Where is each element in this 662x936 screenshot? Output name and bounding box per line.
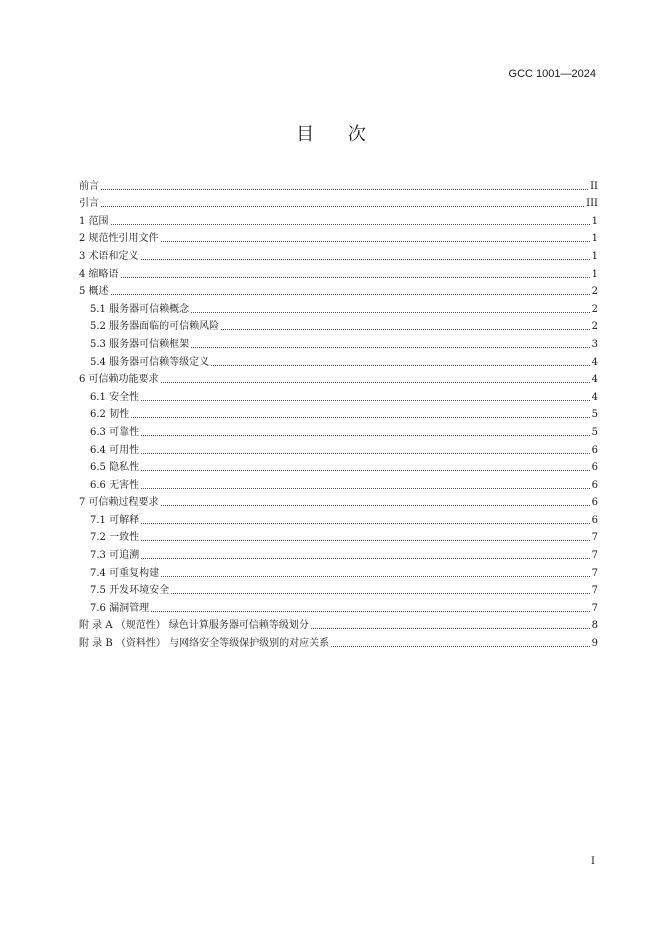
toc-entry[interactable] (79, 527, 598, 545)
toc-dot-leader (161, 382, 590, 383)
toc-entry-page: 1 (591, 215, 598, 227)
toc-dot-leader (191, 312, 590, 313)
toc-entry[interactable] (79, 351, 598, 369)
toc-entry[interactable] (79, 210, 598, 228)
table-of-contents (79, 175, 598, 650)
toc-entry[interactable] (79, 333, 598, 351)
toc-entry[interactable] (79, 245, 598, 263)
footer-page-number: I (591, 856, 595, 867)
toc-entry-label: 5.1 服务器可信赖概念 (90, 303, 190, 315)
toc-dot-leader (171, 593, 590, 594)
toc-dot-leader (121, 277, 590, 278)
toc-entry[interactable] (79, 509, 598, 527)
toc-dot-leader (221, 329, 590, 330)
toc-entry-page: 6 (591, 444, 598, 456)
toc-dot-leader (141, 470, 590, 471)
toc-entry[interactable] (79, 316, 598, 334)
toc-dot-leader (161, 505, 590, 506)
toc-dot-leader (141, 259, 590, 260)
toc-entry-label: 附 录 B （资料性） 与网络安全等级保护级别的对应关系 (79, 638, 330, 650)
page-title: 目 次 (296, 124, 380, 145)
toc-dot-leader (191, 347, 590, 348)
toc-entry[interactable] (79, 474, 598, 492)
toc-entry[interactable] (79, 562, 598, 580)
toc-dot-leader (331, 646, 590, 647)
toc-dot-leader (141, 540, 590, 541)
toc-entry-page: 1 (591, 250, 598, 262)
toc-entry[interactable] (79, 492, 598, 510)
toc-entry-page: III (586, 198, 598, 210)
toc-dot-leader (111, 294, 590, 295)
toc-entry-page: 2 (591, 286, 598, 298)
toc-entry-label: 5.3 服务器可信赖框架 (90, 338, 190, 350)
toc-entry-label: 7.3 可追溯 (90, 550, 140, 562)
toc-entry[interactable] (79, 439, 598, 457)
toc-entry[interactable] (79, 281, 598, 299)
toc-entry[interactable] (79, 615, 598, 633)
toc-entry-label: 4 缩略语 (79, 268, 119, 280)
toc-dot-leader (141, 453, 590, 454)
toc-entry[interactable] (79, 457, 598, 475)
toc-entry-page: 4 (591, 374, 598, 386)
toc-entry-page: 7 (591, 567, 598, 579)
toc-entry-page: 4 (591, 356, 598, 368)
toc-entry-label: 3 术语和定义 (79, 250, 139, 262)
toc-entry-label: 5.2 服务器面临的可信赖风险 (90, 321, 220, 333)
toc-dot-leader (141, 400, 590, 401)
toc-entry-page: 7 (591, 532, 598, 544)
toc-entry-page: 5 (591, 426, 598, 438)
toc-dot-leader (161, 241, 590, 242)
toc-entry[interactable] (79, 298, 598, 316)
toc-entry-label: 7.1 可解释 (90, 514, 140, 526)
toc-entry[interactable] (79, 369, 598, 387)
toc-entry-label: 6 可信赖功能要求 (79, 374, 159, 386)
toc-entry-label: 6.3 可靠性 (90, 426, 140, 438)
toc-entry[interactable] (79, 228, 598, 246)
toc-dot-leader (311, 628, 590, 629)
toc-entry[interactable] (79, 193, 598, 211)
toc-entry-label: 前言 (79, 180, 99, 192)
toc-entry-page: 6 (591, 479, 598, 491)
toc-dot-leader (141, 488, 590, 489)
toc-entry[interactable] (79, 386, 598, 404)
toc-entry-label: 2 规范性引用文件 (79, 233, 159, 245)
toc-entry-label: 6.1 安全性 (90, 391, 140, 403)
toc-entry[interactable] (79, 404, 598, 422)
toc-entry-page: 6 (591, 514, 598, 526)
toc-entry-page: 6 (591, 497, 598, 509)
toc-dot-leader (101, 189, 588, 190)
toc-dot-leader (101, 206, 584, 207)
toc-entry-label: 1 范围 (79, 215, 109, 227)
toc-entry-page: II (590, 180, 598, 192)
toc-dot-leader (151, 611, 590, 612)
toc-entry[interactable] (79, 632, 598, 650)
toc-entry-page: 7 (591, 585, 598, 597)
toc-entry-label: 7.5 开发环境安全 (90, 585, 170, 597)
document-code: GCC 1001—2024 (508, 68, 596, 80)
toc-entry[interactable] (79, 263, 598, 281)
toc-entry-label: 6.5 隐私性 (90, 462, 140, 474)
toc-entry-label: 7 可信赖过程要求 (79, 497, 159, 509)
toc-dot-leader (111, 224, 590, 225)
toc-entry-page: 2 (591, 321, 598, 333)
toc-entry[interactable] (79, 597, 598, 615)
toc-entry-page: 9 (591, 638, 598, 650)
toc-entry-page: 8 (591, 620, 598, 632)
toc-entry-label: 引言 (79, 198, 99, 210)
toc-entry-page: 2 (591, 303, 598, 315)
toc-entry-label: 6.6 无害性 (90, 479, 140, 491)
toc-entry-page: 6 (591, 462, 598, 474)
toc-entry-page: 1 (591, 268, 598, 280)
toc-entry-label: 7.2 一致性 (90, 532, 140, 544)
toc-entry-label: 6.4 可用性 (90, 444, 140, 456)
toc-entry-label: 6.2 韧性 (90, 409, 130, 421)
toc-dot-leader (131, 417, 590, 418)
toc-dot-leader (141, 435, 590, 436)
toc-entry[interactable] (79, 421, 598, 439)
toc-entry[interactable] (79, 175, 598, 193)
toc-entry-page: 3 (591, 338, 598, 350)
toc-entry-page: 4 (591, 391, 598, 403)
toc-entry-page: 7 (591, 602, 598, 614)
toc-dot-leader (161, 576, 590, 577)
toc-entry-label: 7.6 漏洞管理 (90, 602, 150, 614)
toc-entry[interactable] (79, 544, 598, 562)
toc-dot-leader (141, 523, 590, 524)
toc-dot-leader (211, 365, 590, 366)
toc-entry-page: 1 (591, 233, 598, 245)
toc-entry-page: 5 (591, 409, 598, 421)
toc-entry-page: 7 (591, 550, 598, 562)
toc-entry-label: 5 概述 (79, 286, 109, 298)
toc-dot-leader (141, 558, 590, 559)
toc-entry-label: 7.4 可重复构建 (90, 567, 160, 579)
toc-entry-label: 5.4 服务器可信赖等级定义 (90, 356, 210, 368)
toc-entry[interactable] (79, 580, 598, 598)
toc-entry-label: 附 录 A （规范性） 绿色计算服务器可信赖等级划分 (79, 620, 309, 632)
